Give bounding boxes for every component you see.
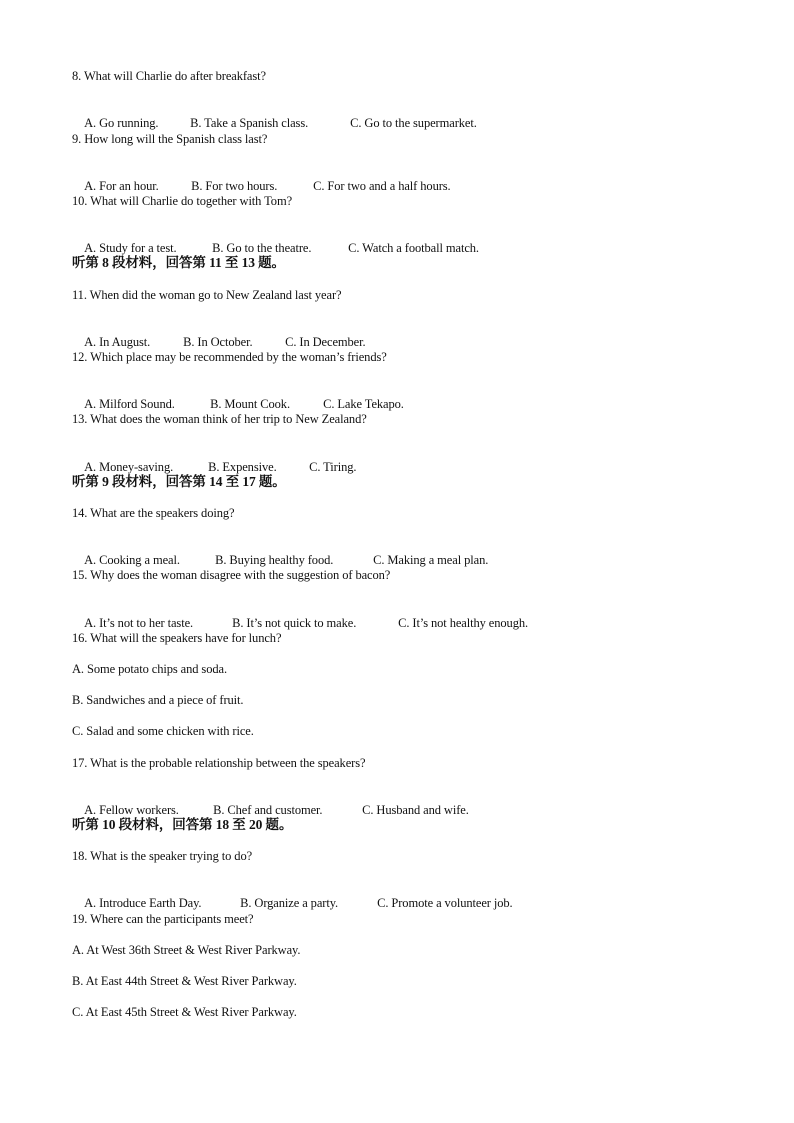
option-19a: A. At West 36th Street & West River Parkway. xyxy=(72,943,301,957)
option-a: A. Go running. xyxy=(84,116,159,130)
question-10: 10. What will Charlie do together with Tom? xyxy=(72,194,293,208)
option-19b: B. At East 44th Street & West River Parkway. xyxy=(72,974,297,988)
option-a: A. Money-saving. xyxy=(84,460,174,474)
question-16: 16. What will the speakers have for lunch? xyxy=(72,631,282,645)
question-8: 8. What will Charlie do after breakfast? xyxy=(72,69,266,83)
option-c: C. Husband and wife. xyxy=(362,803,469,817)
section-heading-9: 听第 9 段材料，回答第 14 至 17 题。 xyxy=(72,474,286,489)
option-a: A. Study for a test. xyxy=(84,241,177,255)
option-a: A. Fellow workers. xyxy=(84,803,179,817)
section-heading-10: 听第 10 段材料，回答第 18 至 20 题。 xyxy=(72,817,293,832)
option-b: B. Mount Cook. xyxy=(210,397,290,411)
option-a: A. For an hour. xyxy=(84,179,159,193)
option-c: C. In December. xyxy=(285,335,366,349)
option-b: B. Buying healthy food. xyxy=(215,553,334,567)
option-16c: C. Salad and some chicken with rice. xyxy=(72,724,254,738)
question-12: 12. Which place may be recommended by the woman’s friends? xyxy=(72,350,387,364)
option-a: A. Milford Sound. xyxy=(84,397,175,411)
option-c: C. It’s not healthy enough. xyxy=(398,616,529,630)
option-19c: C. At East 45th Street & West River Parkway. xyxy=(72,1005,297,1019)
option-c: C. Tiring. xyxy=(309,460,357,474)
option-b: B. For two hours. xyxy=(191,179,278,193)
section-heading-8: 听第 8 段材料，回答第 11 至 13 题。 xyxy=(72,255,285,270)
option-b: B. Expensive. xyxy=(208,460,277,474)
question-14: 14. What are the speakers doing? xyxy=(72,506,235,520)
option-b: B. Organize a party. xyxy=(240,896,339,910)
option-b: B. It’s not quick to make. xyxy=(232,616,357,630)
question-19: 19. Where can the participants meet? xyxy=(72,912,254,926)
option-b: B. Go to the theatre. xyxy=(212,241,312,255)
question-18: 18. What is the speaker trying to do? xyxy=(72,849,253,863)
option-c: C. Making a meal plan. xyxy=(373,553,489,567)
option-b: B. In October. xyxy=(183,335,253,349)
option-c: C. Go to the supermarket. xyxy=(350,116,477,130)
option-c: C. Watch a football match. xyxy=(348,241,479,255)
question-13: 13. What does the woman think of her trip to New Zealand? xyxy=(72,412,367,426)
option-c: C. For two and a half hours. xyxy=(313,179,451,193)
option-a: A. Introduce Earth Day. xyxy=(84,896,202,910)
option-c: C. Promote a volunteer job. xyxy=(377,896,513,910)
option-16b: B. Sandwiches and a piece of fruit. xyxy=(72,693,244,707)
option-b: B. Take a Spanish class. xyxy=(190,116,309,130)
question-17: 17. What is the probable relationship between the speakers? xyxy=(72,756,366,770)
option-a: A. In August. xyxy=(84,335,151,349)
question-9: 9. How long will the Spanish class last? xyxy=(72,132,268,146)
question-11: 11. When did the woman go to New Zealand last year? xyxy=(72,288,342,302)
option-16a: A. Some potato chips and soda. xyxy=(72,662,227,676)
question-15: 15. Why does the woman disagree with the suggestion of bacon? xyxy=(72,568,391,582)
option-c: C. Lake Tekapo. xyxy=(323,397,404,411)
option-b: B. Chef and customer. xyxy=(213,803,323,817)
option-a: A. Cooking a meal. xyxy=(84,553,180,567)
option-a: A. It’s not to her taste. xyxy=(84,616,194,630)
